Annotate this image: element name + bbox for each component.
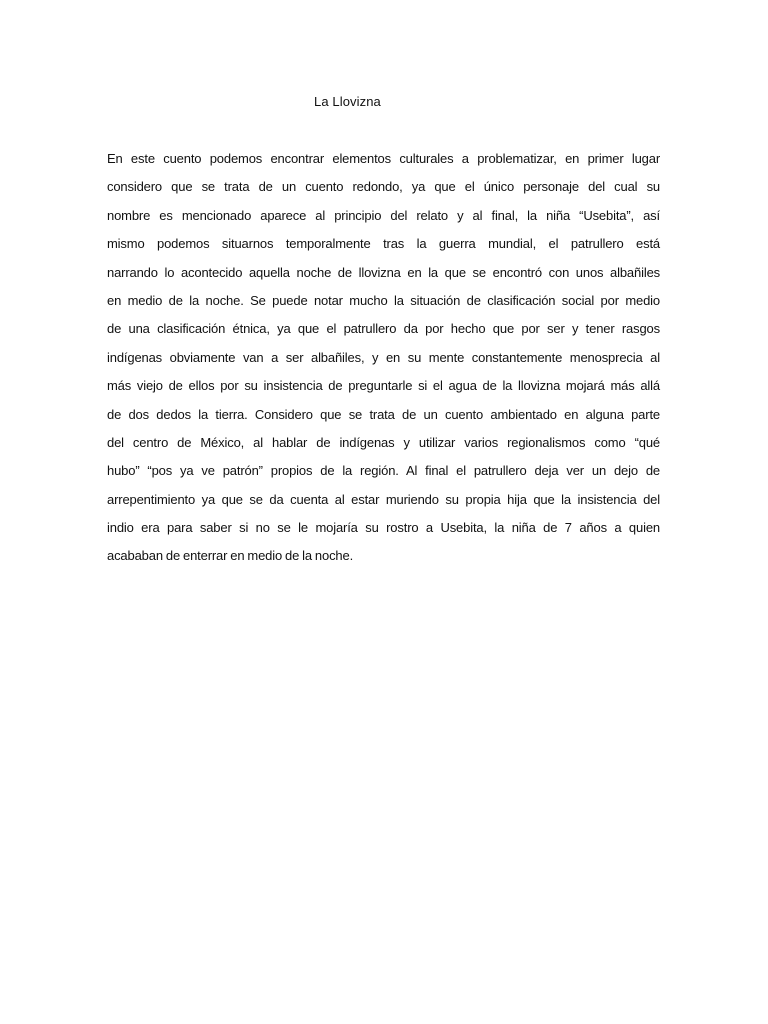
body-line: considero que se trata de un cuento redondo, ya que el único personaje del cual su xyxy=(107,179,660,195)
body-line: mismo podemos situarnos temporalmente tras la guerra mundial, el patrullero está xyxy=(107,236,660,252)
body-line: narrando lo acontecido aquella noche de llovizna en la que se encontró con unos albañiles xyxy=(107,264,660,280)
document-title: La Llovizna xyxy=(314,94,381,109)
body-line: más viejo de ellos por su insistencia de preguntarle si el agua de la llovizna mojará más allá xyxy=(107,378,660,394)
body-line: acababan de enterrar en medio de la noche. xyxy=(107,548,354,564)
body-line: En este cuento podemos encontrar elementos culturales a problematizar, en primer lugar xyxy=(107,151,660,166)
body-line: indio era para saber si no se le mojaría su rostro a Usebita, la niña de 7 años a quien xyxy=(107,520,660,536)
body-line: del centro de México, al hablar de indígenas y utilizar varios regionalismos como “qué xyxy=(107,434,660,450)
body-line: de una clasificación étnica, ya que el patrullero da por hecho que por ser y tener rasgos xyxy=(107,321,660,337)
body-line: indígenas obviamente van a ser albañiles, y en su mente constantemente menosprecia al xyxy=(107,349,660,365)
body-line: de dos dedos la tierra. Considero que se trata de un cuento ambientado en alguna parte xyxy=(107,406,660,422)
document-body xyxy=(107,150,660,576)
body-line: nombre es mencionado aparece al principio del relato y al final, la niña “Usebita”, así xyxy=(107,207,660,223)
body-line: arrepentimiento ya que se da cuenta al estar muriendo su propia hija que la insistencia del xyxy=(107,491,660,507)
body-line: hubo” “pos ya ve patrón” propios de la región. Al final el patrullero deja ver un dejo de xyxy=(107,463,660,479)
body-line: en medio de la noche. Se puede notar mucho la situación de clasificación social por medio xyxy=(107,292,660,308)
